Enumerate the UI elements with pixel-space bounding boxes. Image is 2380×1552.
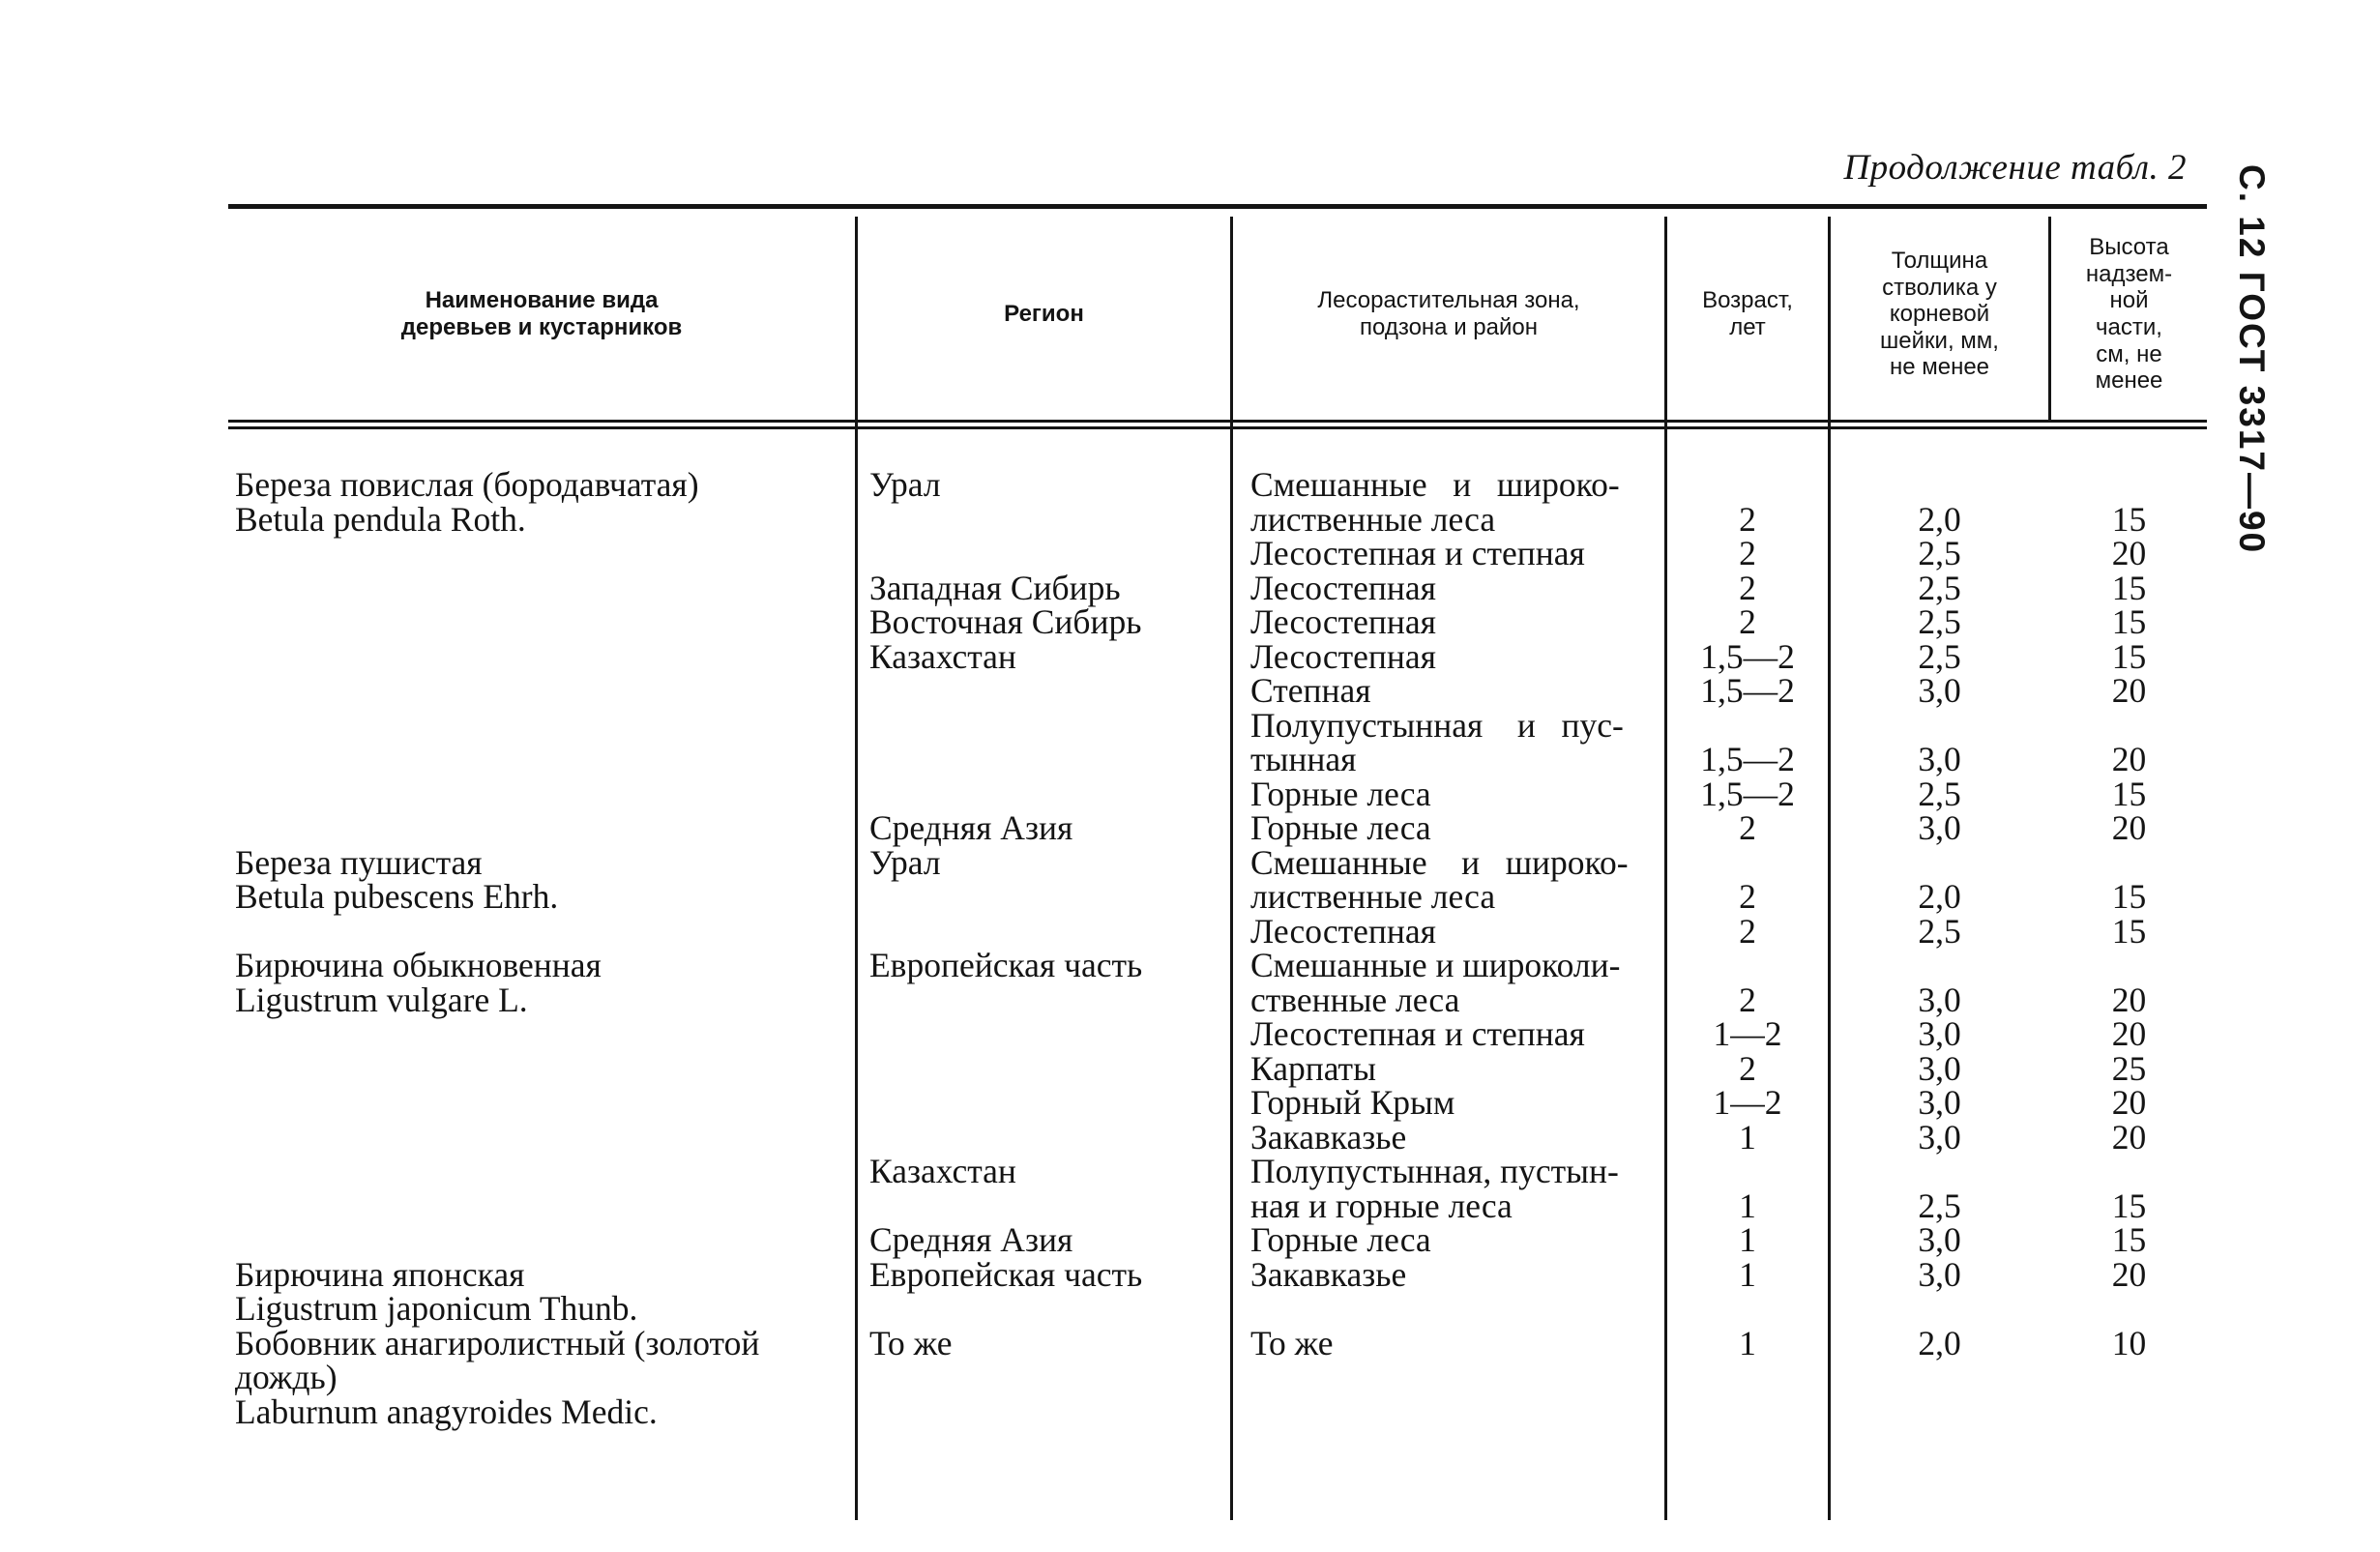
age-cell: 2: [1739, 980, 1756, 1019]
species-cell: Ligustrum vulgare L.: [235, 980, 528, 1019]
height-cell: 15: [2111, 636, 2147, 676]
zone-cell: лиственные леса: [1250, 499, 1496, 539]
height-cell: 15: [2111, 602, 2147, 641]
zone-cell: Лесостепная: [1250, 568, 1436, 607]
thickness-cell: 3,0: [1918, 980, 1961, 1019]
zone-cell: Карпаты: [1250, 1048, 1376, 1088]
height-cell: 10: [2111, 1323, 2147, 1362]
zone-cell: Лесостепная: [1250, 911, 1436, 951]
age-cell: 1,5—2: [1700, 671, 1795, 710]
thickness-cell: 2,5: [1918, 911, 1961, 951]
header-age: Возраст, лет: [1702, 287, 1793, 340]
zone-cell: Смешанные и широко-: [1250, 842, 1629, 882]
height-cell: 25: [2111, 1048, 2147, 1088]
thickness-cell: 3,0: [1918, 671, 1961, 710]
age-cell: 1: [1739, 1323, 1756, 1362]
header-height: Высота надзем- ной части, см, не менее: [2085, 234, 2173, 395]
thickness-cell: 3,0: [1918, 1254, 1961, 1294]
region-cell: Восточная Сибирь: [869, 602, 1142, 641]
zone-cell: Лесостепная и степная: [1250, 1014, 1585, 1053]
zone-cell: Лесостепная: [1250, 602, 1436, 641]
region-cell: Средняя Азия: [869, 1220, 1073, 1259]
zone-cell: Закавказье: [1250, 1254, 1407, 1294]
species-cell: Betula pendula Roth.: [235, 499, 526, 539]
continuation-label: Продолжение табл. 2: [1843, 148, 2187, 188]
region-cell: Казахстан: [869, 636, 1016, 676]
table-header-rule: [228, 420, 2207, 423]
age-cell: 1: [1739, 1220, 1756, 1259]
thickness-cell: 3,0: [1918, 1048, 1961, 1088]
age-cell: 2: [1739, 877, 1756, 916]
height-cell: 15: [2111, 774, 2147, 813]
header-zone: Лесорастительная зона, подзона и район: [1317, 287, 1580, 340]
thickness-cell: 2,0: [1918, 499, 1961, 539]
region-cell: Европейская часть: [869, 1254, 1143, 1294]
header-region: Регион: [1004, 301, 1084, 328]
height-cell: 20: [2111, 1254, 2147, 1294]
species-cell: Бирючина обыкновенная: [235, 946, 602, 984]
height-cell: 20: [2111, 534, 2147, 572]
zone-cell: ная и горные леса: [1250, 1186, 1513, 1225]
thickness-cell: 3,0: [1918, 1220, 1961, 1259]
zone-cell: Полупустынная, пустын-: [1250, 1152, 1619, 1190]
thickness-cell: 2,0: [1918, 1323, 1961, 1362]
height-cell: 20: [2111, 1014, 2147, 1053]
height-cell: 15: [2111, 911, 2147, 951]
zone-cell: лиственные леса: [1250, 877, 1496, 916]
species-cell: Бирючина японская: [235, 1254, 525, 1294]
age-cell: 2: [1739, 808, 1756, 847]
height-cell: 15: [2111, 568, 2147, 607]
zone-cell: Лесостепная и степная: [1250, 534, 1585, 572]
species-cell: Береза повислая (бородавчатая): [235, 465, 699, 504]
height-cell: 15: [2111, 877, 2147, 916]
thickness-cell: 3,0: [1918, 1117, 1961, 1157]
thickness-cell: 3,0: [1918, 740, 1961, 778]
region-cell: Европейская часть: [869, 946, 1143, 984]
zone-cell: Лесостепная: [1250, 636, 1436, 676]
header-thickness: Толщина стволика у корневой шейки, мм, не менее: [1880, 248, 1999, 381]
species-cell: Ligustrum japonicum Thunb.: [235, 1289, 638, 1328]
height-cell: 15: [2111, 499, 2147, 539]
height-cell: 20: [2111, 980, 2147, 1019]
age-cell: 1,5—2: [1700, 774, 1795, 813]
age-cell: 2: [1739, 534, 1756, 572]
height-cell: 20: [2111, 808, 2147, 847]
age-cell: 2: [1739, 1048, 1756, 1088]
species-cell: Laburnum anagyroides Medic.: [235, 1391, 658, 1431]
thickness-cell: 2,0: [1918, 877, 1961, 916]
region-cell: Урал: [869, 842, 941, 882]
header-species: Наименование вида деревьев и кустарников: [400, 287, 683, 340]
age-cell: 2: [1739, 602, 1756, 641]
age-cell: 2: [1739, 568, 1756, 607]
region-cell: Казахстан: [869, 1152, 1016, 1190]
zone-cell: ственные леса: [1250, 980, 1460, 1019]
age-cell: 1,5—2: [1700, 740, 1795, 778]
height-cell: 20: [2111, 1117, 2147, 1157]
zone-cell: Горный Крым: [1250, 1083, 1455, 1122]
thickness-cell: 2,5: [1918, 774, 1961, 813]
region-cell: Урал: [869, 465, 941, 504]
age-cell: 1: [1739, 1254, 1756, 1294]
zone-cell: Степная: [1250, 671, 1371, 710]
height-cell: 20: [2111, 1083, 2147, 1122]
zone-cell: Смешанные и широко-: [1250, 465, 1620, 504]
zone-cell: Смешанные и широколи-: [1250, 946, 1621, 984]
thickness-cell: 3,0: [1918, 1083, 1961, 1122]
species-cell: Бобовник анагиролистный (золотой: [235, 1323, 760, 1362]
region-cell: То же: [869, 1323, 953, 1362]
age-cell: 1: [1739, 1186, 1756, 1225]
zone-cell: Полупустынная и пус-: [1250, 705, 1624, 745]
height-cell: 20: [2111, 740, 2147, 778]
height-cell: 15: [2111, 1186, 2147, 1225]
height-cell: 15: [2111, 1220, 2147, 1259]
thickness-cell: 2,5: [1918, 636, 1961, 676]
zone-cell: Горные леса: [1250, 1220, 1431, 1259]
height-cell: 20: [2111, 671, 2147, 710]
zone-cell: Закавказье: [1250, 1117, 1407, 1157]
table-header-rule-double: [228, 426, 2207, 429]
side-page-header: С. 12 ГОСТ 3317—90: [2232, 164, 2272, 555]
age-cell: 1—2: [1713, 1083, 1782, 1122]
thickness-cell: 3,0: [1918, 808, 1961, 847]
zone-cell: Горные леса: [1250, 774, 1431, 813]
region-cell: Средняя Азия: [869, 808, 1073, 847]
thickness-cell: 2,5: [1918, 568, 1961, 607]
species-cell: Betula pubescens Ehrh.: [235, 877, 559, 916]
thickness-cell: 2,5: [1918, 534, 1961, 572]
age-cell: 1,5—2: [1700, 636, 1795, 676]
zone-cell: тынная: [1250, 740, 1357, 778]
thickness-cell: 2,5: [1918, 1186, 1961, 1225]
zone-cell: Горные леса: [1250, 808, 1431, 847]
thickness-cell: 3,0: [1918, 1014, 1961, 1053]
thickness-cell: 2,5: [1918, 602, 1961, 641]
age-cell: 2: [1739, 911, 1756, 951]
zone-cell: То же: [1250, 1323, 1334, 1362]
region-cell: Западная Сибирь: [869, 568, 1121, 607]
species-cell: дождь): [235, 1358, 338, 1396]
age-cell: 1—2: [1713, 1014, 1782, 1053]
age-cell: 1: [1739, 1117, 1756, 1157]
species-cell: Береза пушистая: [235, 842, 483, 882]
age-cell: 2: [1739, 499, 1756, 539]
